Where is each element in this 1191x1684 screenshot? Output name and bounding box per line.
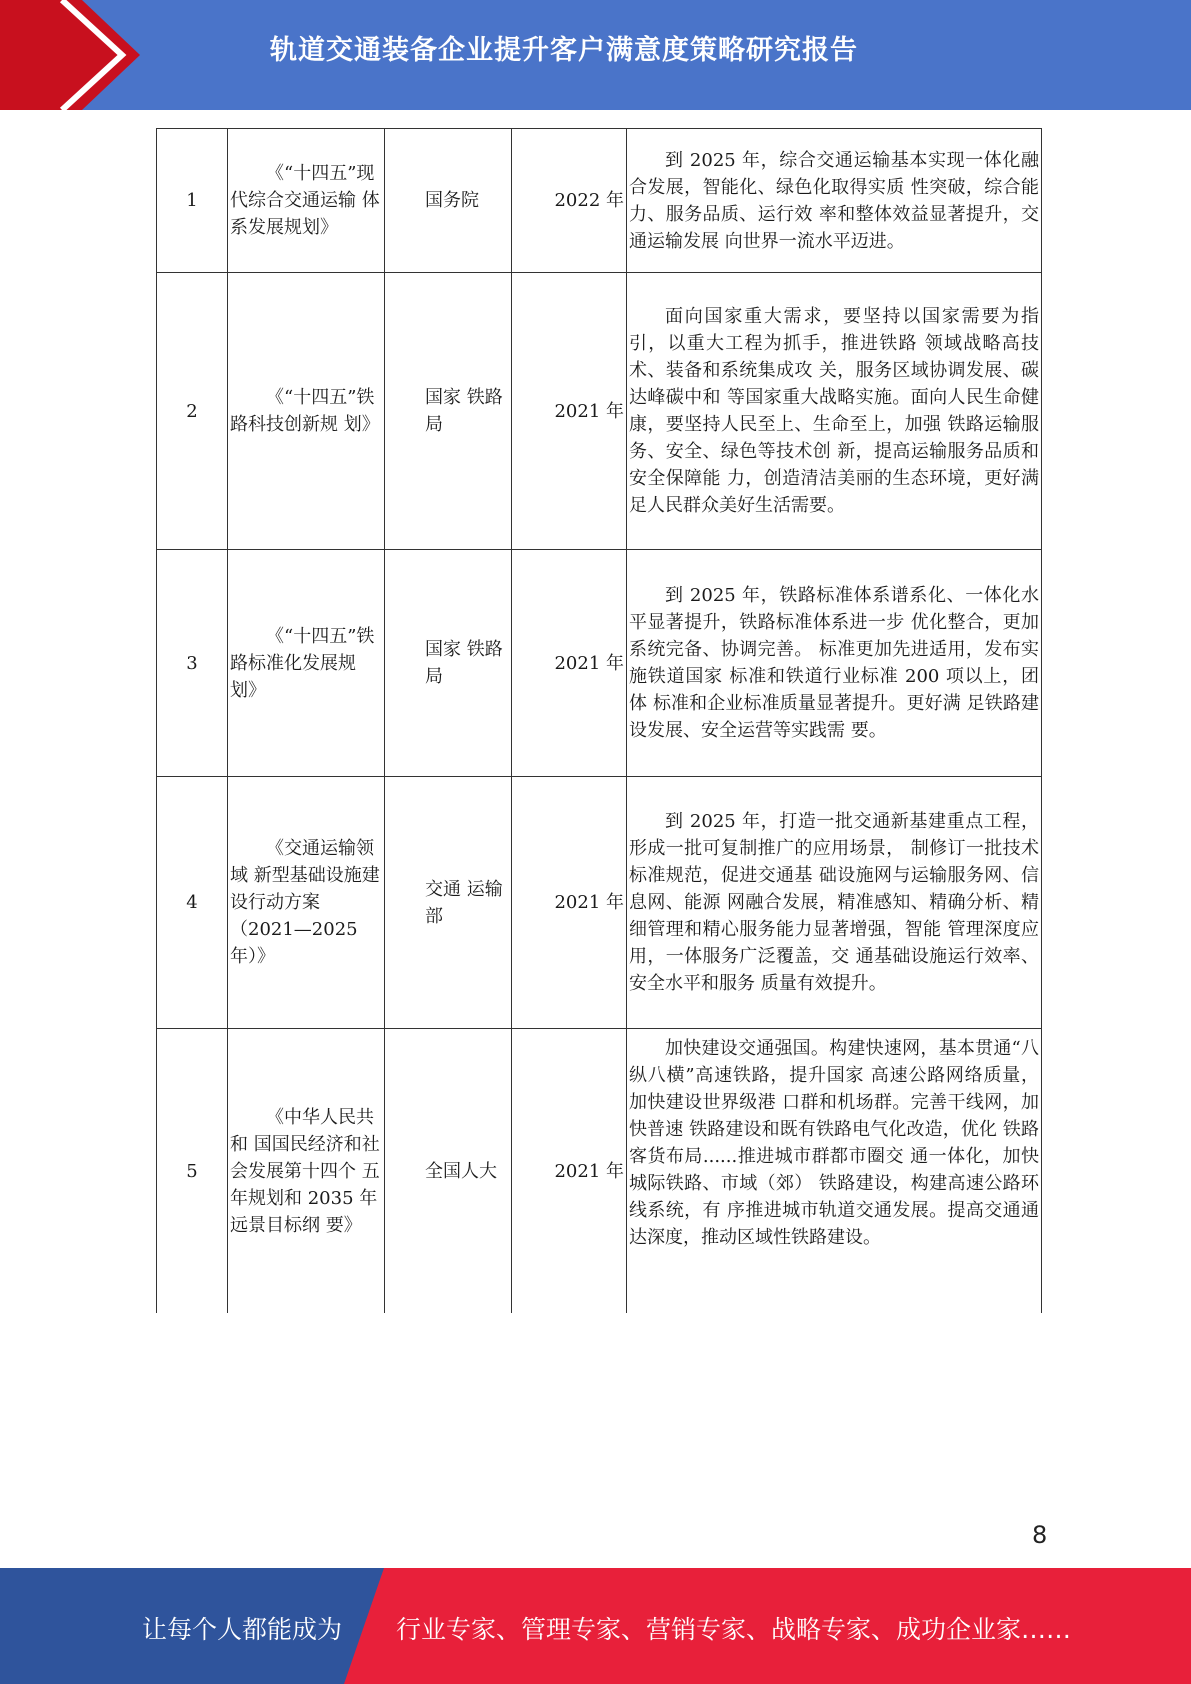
table-row bbox=[157, 777, 1042, 1029]
issue-year: 2021 年 bbox=[512, 273, 627, 550]
footer-banner bbox=[0, 1568, 1191, 1684]
table-row bbox=[157, 129, 1042, 273]
policy-description: 到 2025 年，综合交通运输基本实现一体化融合发展，智能化、绿色化取得实质 性突破，综合能力、服务品质、运行效 率和整体效益显著提升，交通运输发展 向世界一流水平迈进。 bbox=[627, 129, 1042, 273]
policy-description: 到 2025 年，铁路标准体系谱系化、一体化水平显著提升，铁路标准体系进一步 优化整合，更加系统完备、协调完善。 标准更加先进适用，发布实施铁道国家 标准和铁道行业标准 200 项以上，团体 标准和企业标准质量显著提升。更好满 足铁路建设发展、安全运营等实践需 要。 bbox=[627, 550, 1042, 777]
page-number: 8 bbox=[1032, 1521, 1048, 1549]
policy-description: 面向国家重大需求，要坚持以国家需要为指引，以重大工程为抓手，推进铁路 领域战略高技术、装备和系统集成攻 关，服务区域协调发展、碳达峰碳中和 等国家重大战略实施。面向人民生命健 康，要坚持人民至上、生命至上，加强 铁路运输服务、安全、绿色等技术创 新，提高运输服务品质和安全保障能 力，创造清洁美丽的生态环境，更好满 足人民群众美好生活需要。 bbox=[627, 273, 1042, 550]
issue-year: 2021 年 bbox=[512, 777, 627, 1029]
policy-title: 《“十四五”现 代综合交通运输 体系发展规划》 bbox=[228, 129, 385, 273]
policy-description: 到 2025 年，打造一批交通新基建重点工程，形成一批可复制推广的应用场景， 制修订一批技术标准规范，促进交通基 础设施网与运输服务网、信息网、能源 网融合发展，精准感知、精确分析、精 细管理和精心服务能力显著增强，智能 管理深度应用，一体服务广泛覆盖，交 通基础设施运行效率、安全水平和服务 质量有效提升。 bbox=[627, 777, 1042, 1029]
policy-title: 《“十四五”铁 路标准化发展规 划》 bbox=[228, 550, 385, 777]
table-row bbox=[157, 273, 1042, 550]
footer-slogan-left: 让每个人都能成为 bbox=[142, 1615, 343, 1644]
row-number: 5 bbox=[157, 1029, 228, 1314]
policy-title: 《交通运输领域 新型基础设施建 设行动方案（2021—2025年）》 bbox=[228, 777, 385, 1029]
row-number: 3 bbox=[157, 550, 228, 777]
policy-description: 加快建设交通强国。构建快速网，基本贯通“八纵八横”高速铁路，提升国家 高速公路网络质量，加快建设世界级港 口群和机场群。完善干线网，加快普速 铁路建设和既有铁路电气化改造，优化 铁路客货布局......推进城市群都市圈交 通一体化，加快城际铁路、市域（郊） 铁路建设，构建高速公路环线系统，有 序推进城市轨道交通发展。提高交通通 达深度，推动区域性铁路建设。 bbox=[627, 1029, 1042, 1314]
policy-title: 《中华人民共和 国国民经济和社 会发展第十四个 五年规划和 2035 年远景目标纲 要》 bbox=[228, 1029, 385, 1314]
row-number: 4 bbox=[157, 777, 228, 1029]
table-row bbox=[157, 1029, 1042, 1314]
header-chevron-graphic bbox=[0, 0, 160, 110]
policy-table bbox=[156, 128, 1042, 1313]
issuing-org: 国家 铁路局 bbox=[385, 550, 512, 777]
row-number: 2 bbox=[157, 273, 228, 550]
report-title: 轨道交通装备企业提升客户满意度策略研究报告 bbox=[270, 35, 858, 66]
issuing-org: 国务院 bbox=[385, 129, 512, 273]
header-banner bbox=[0, 0, 1191, 110]
issue-year: 2022 年 bbox=[512, 129, 627, 273]
issuing-org: 交通 运输部 bbox=[385, 777, 512, 1029]
footer-slogan-right: 行业专家、管理专家、营销专家、战略专家、成功企业家…… bbox=[396, 1615, 1072, 1644]
row-number: 1 bbox=[157, 129, 228, 273]
policy-title: 《“十四五”铁 路科技创新规 划》 bbox=[228, 273, 385, 550]
issue-year: 2021 年 bbox=[512, 1029, 627, 1314]
table-row bbox=[157, 550, 1042, 777]
issuing-org: 全国人大 bbox=[385, 1029, 512, 1314]
issue-year: 2021 年 bbox=[512, 550, 627, 777]
issuing-org: 国家 铁路局 bbox=[385, 273, 512, 550]
